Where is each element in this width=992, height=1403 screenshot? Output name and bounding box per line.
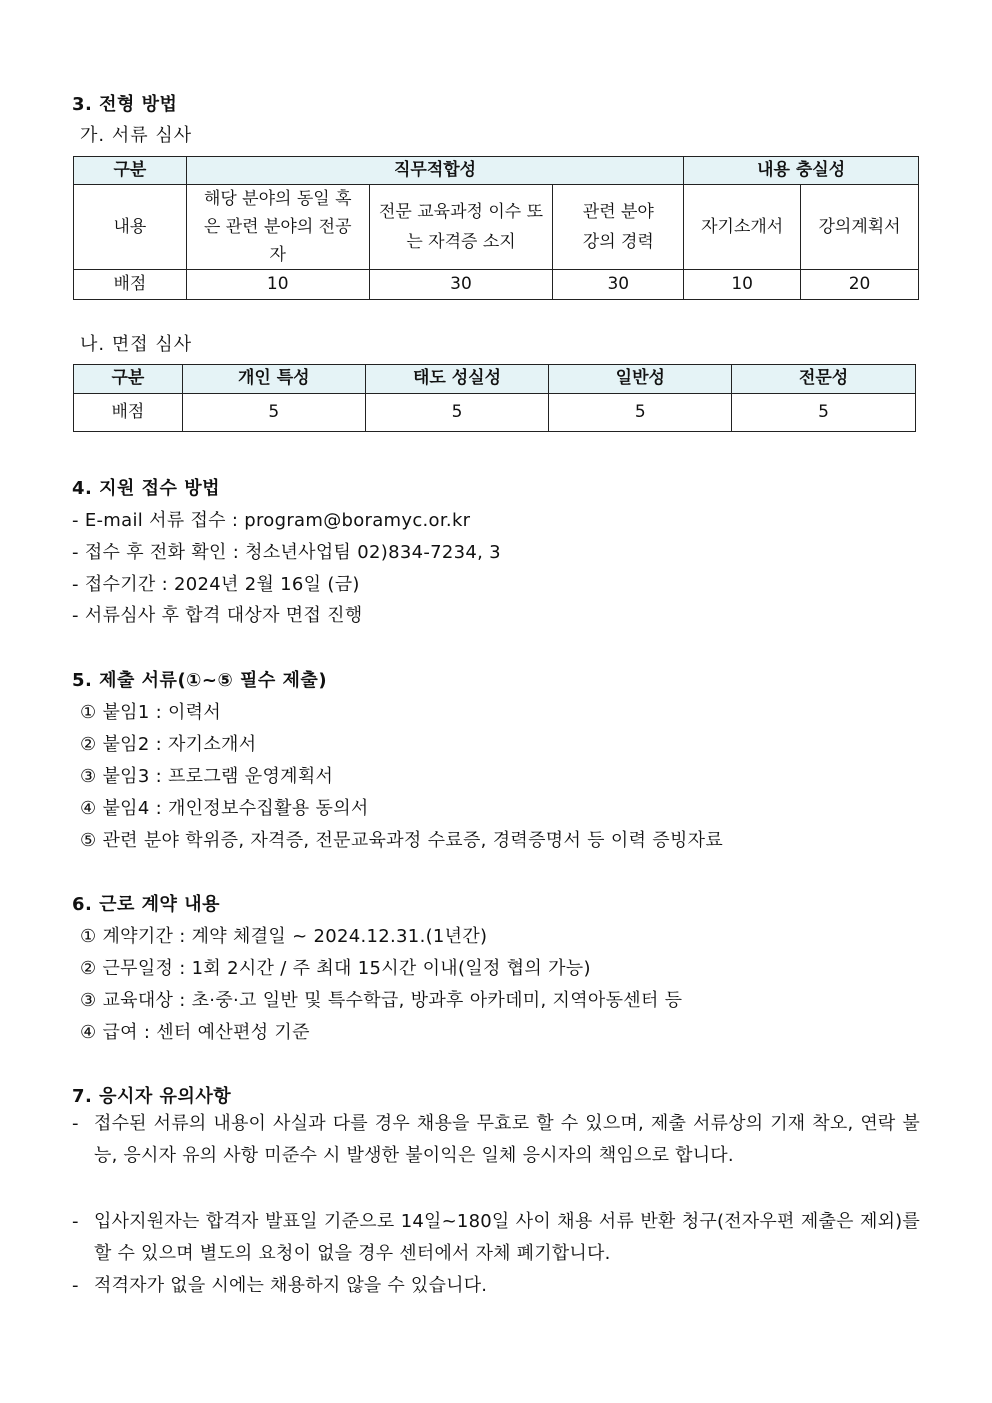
notice-text: 적격자가 없을 시에는 채용하지 않을 수 있습니다. xyxy=(94,1275,488,1296)
interview-table xyxy=(73,364,916,432)
attachment-item: ④ 붙임4 : 개인정보수집활용 동의서 xyxy=(80,798,369,819)
section-4-title: 4. 지원 접수 방법 xyxy=(72,478,220,499)
notice-text: 입사지원자는 합격자 발표일 기준으로 14일~180일 사이 채용 서류 반환 청구(전자우편 제출은 제외)를 할 수 있으며 별도의 요청이 없을 경우 센터에서 자체 폐기합니다. xyxy=(94,1211,920,1264)
header-content-quality: 내용 충실성 xyxy=(684,157,919,185)
score-cell: 10 xyxy=(684,270,801,300)
row-label-score: 배점 xyxy=(74,394,183,432)
contract-item: ④ 급여 : 센터 예산편성 기준 xyxy=(80,1022,310,1043)
doc-review-subtitle: 가. 서류 심사 xyxy=(80,125,193,146)
apply-period-line: - 접수기간 : 2024년 2월 16일 (금) xyxy=(72,574,360,595)
section-6-title: 6. 근로 계약 내용 xyxy=(72,894,220,915)
bullet-dash: - xyxy=(72,1113,79,1134)
score-cell: 30 xyxy=(369,270,553,300)
score-cell: 5 xyxy=(549,394,732,432)
row-label-content: 내용 xyxy=(74,185,187,270)
criterion-certificate: 전문 교육과정 이수 또는 자격증 소지 xyxy=(369,185,553,270)
notice-paragraph xyxy=(72,1270,920,1302)
header-personal-traits: 개인 특성 xyxy=(182,365,365,394)
doc-review-table xyxy=(73,156,919,300)
score-cell: 10 xyxy=(186,270,369,300)
score-cell: 5 xyxy=(182,394,365,432)
bullet-dash: - xyxy=(72,1211,79,1232)
row-label-score: 배점 xyxy=(74,270,187,300)
attachment-item: ① 붙임1 : 이력서 xyxy=(80,702,222,723)
attachment-item: ② 붙임2 : 자기소개서 xyxy=(80,734,257,755)
header-attitude: 태도 성실성 xyxy=(365,365,549,394)
notice-paragraph xyxy=(72,1108,920,1172)
criterion-major: 해당 분야의 동일 혹은 관련 분야의 전공자 xyxy=(186,185,369,270)
contract-item: ② 근무일정 : 1회 2시간 / 주 최대 15시간 이내(일정 협의 가능) xyxy=(80,958,591,979)
bullet-dash: - xyxy=(72,1275,79,1296)
header-category: 구분 xyxy=(74,365,183,394)
score-cell: 20 xyxy=(801,270,919,300)
section-7-title: 7. 응시자 유의사항 xyxy=(72,1086,232,1107)
contract-item: ③ 교육대상 : 초·중·고 일반 및 특수학급, 방과후 아카데미, 지역아동센터 등 xyxy=(80,990,683,1011)
header-general: 일반성 xyxy=(549,365,732,394)
score-cell: 5 xyxy=(732,394,916,432)
section-5-title: 5. 제출 서류(①~⑤ 필수 제출) xyxy=(72,670,328,691)
notice-text: 접수된 서류의 내용이 사실과 다를 경우 채용을 무효로 할 수 있으며, 제출 서류상의 기재 착오, 연락 불능, 응시자 유의 사항 미준수 시 발생한 불이익은 일체 응시자의 책임으로 합니다. xyxy=(94,1113,920,1166)
apply-interview-line: - 서류심사 후 합격 대상자 면접 진행 xyxy=(72,605,363,626)
notice-paragraph xyxy=(72,1206,920,1270)
apply-phone-line: - 접수 후 전화 확인 : 청소년사업팀 02)834-7234, 3 xyxy=(72,542,501,563)
criterion-lecture-experience: 관련 분야 강의 경력 xyxy=(553,185,684,270)
interview-subtitle: 나. 면접 심사 xyxy=(80,334,193,355)
criterion-lecture-plan: 강의계획서 xyxy=(801,185,919,270)
score-cell: 30 xyxy=(553,270,684,300)
contract-item: ① 계약기간 : 계약 체결일 ~ 2024.12.31.(1년간) xyxy=(80,926,488,947)
header-expertise: 전문성 xyxy=(732,365,916,394)
header-job-fit: 직무적합성 xyxy=(186,157,683,185)
section-3-title: 3. 전형 방법 xyxy=(72,94,178,115)
criterion-self-intro: 자기소개서 xyxy=(684,185,801,270)
attachment-item: ⑤ 관련 분야 학위증, 자격증, 전문교육과정 수료증, 경력증명서 등 이력 증빙자료 xyxy=(80,830,724,851)
header-category: 구분 xyxy=(74,157,187,185)
score-cell: 5 xyxy=(365,394,549,432)
attachment-item: ③ 붙임3 : 프로그램 운영계획서 xyxy=(80,766,334,787)
apply-email-line: - E-mail 서류 접수 : program@boramyc.or.kr xyxy=(72,510,471,531)
